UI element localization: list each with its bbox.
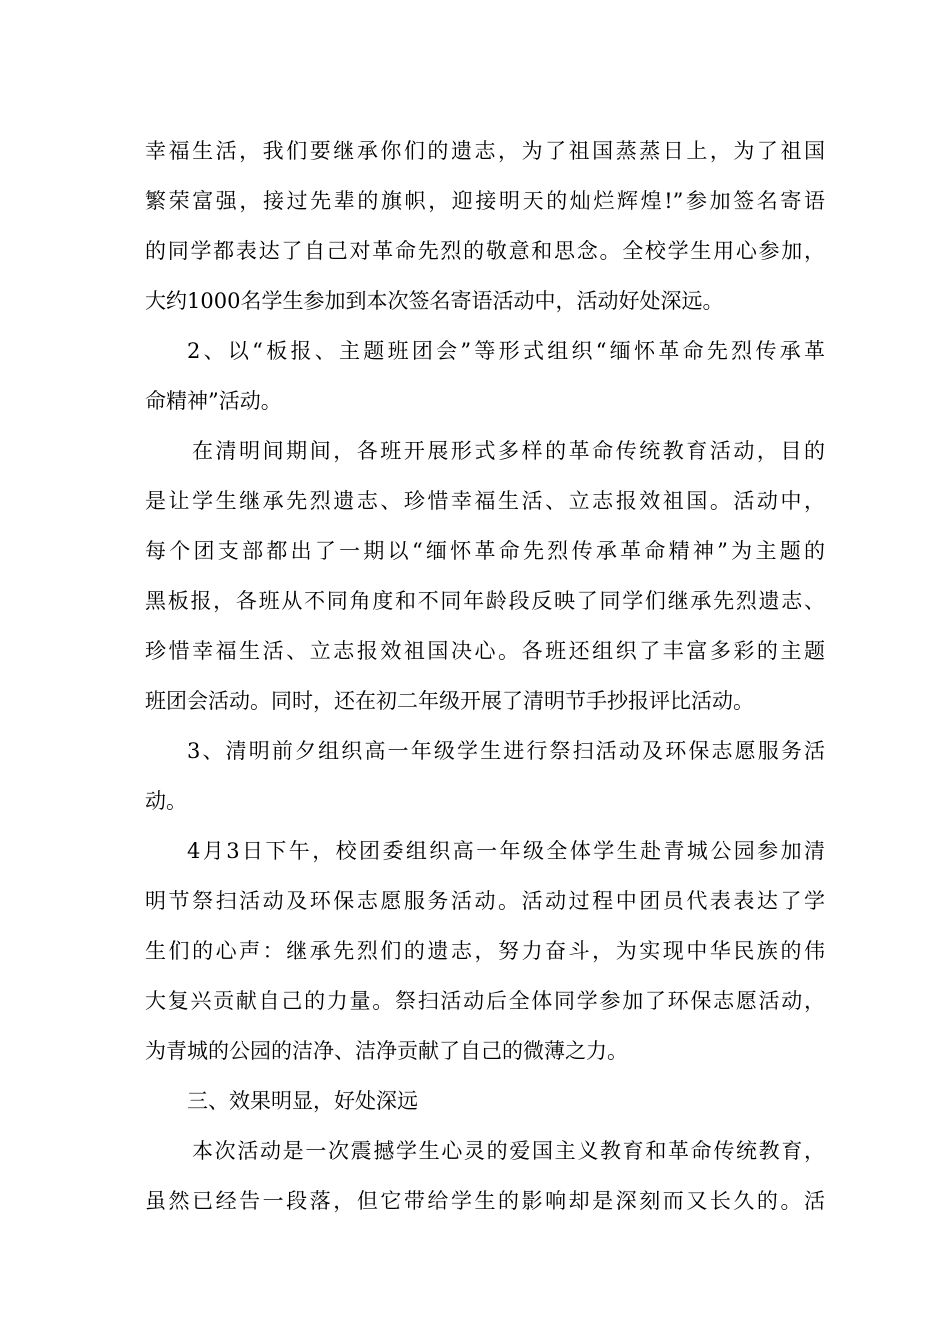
text-line: 动。 [145,789,187,813]
section-heading: 三、效果明显，好处深远 [187,1089,418,1113]
text-line: 是让学生继承先烈遗志、珍惜幸福生活、立志报效祖国。活动中， [145,489,825,513]
list-item-heading: 2、以“板报、主题班团会”等形式组织“缅怀革命先烈传承革 [187,339,825,363]
text-line: 明节祭扫活动及环保志愿服务活动。活动过程中团员代表表达了学 [145,889,825,913]
text-line: 珍惜幸福生活、立志报效祖国决心。各班还组织了丰富多彩的主题 [145,639,825,663]
text-line: 大约1000名学生参加到本次签名寄语活动中，活动好处深远。 [145,289,724,313]
text-line: 命精神”活动。 [145,389,282,413]
text-line: 班团会活动。同时，还在初二年级开展了清明节手抄报评比活动。 [145,689,754,713]
text-line: 黑板报，各班从不同角度和不同年龄段反映了同学们继承先烈遗志、 [145,589,825,613]
paragraph-start: 4月3日下午，校团委组织高一年级全体学生赴青城公园参加清 [187,839,825,863]
list-item-heading: 3、清明前夕组织高一年级学生进行祭扫活动及环保志愿服务活 [187,739,825,763]
text-line: 的同学都表达了自己对革命先烈的敬意和思念。全校学生用心参加， [145,239,825,263]
paragraph-start: 本次活动是一次震撼学生心灵的爱国主义教育和革命传统教育， [192,1139,825,1163]
text-line: 虽然已经告一段落，但它带给学生的影响却是深刻而又长久的。活 [145,1189,825,1213]
paragraph-start: 在清明间期间，各班开展形式多样的革命传统教育活动，目的 [192,439,825,463]
text-line: 每个团支部都出了一期以“缅怀革命先烈传承革命精神”为主题的 [145,539,825,563]
text-line: 幸福生活，我们要继承你们的遗志，为了祖国蒸蒸日上，为了祖国 [145,139,825,163]
text-line: 生们的心声：继承先烈们的遗志，努力奋斗，为实现中华民族的伟 [145,939,825,963]
text-line: 大复兴贡献自己的力量。祭扫活动后全体同学参加了环保志愿活动， [145,989,825,1013]
text-line: 为青城的公园的洁净、洁净贡献了自己的微薄之力。 [145,1039,628,1063]
text-line: 繁荣富强，接过先辈的旗帜，迎接明天的灿烂辉煌!”参加签名寄语 [145,189,825,213]
